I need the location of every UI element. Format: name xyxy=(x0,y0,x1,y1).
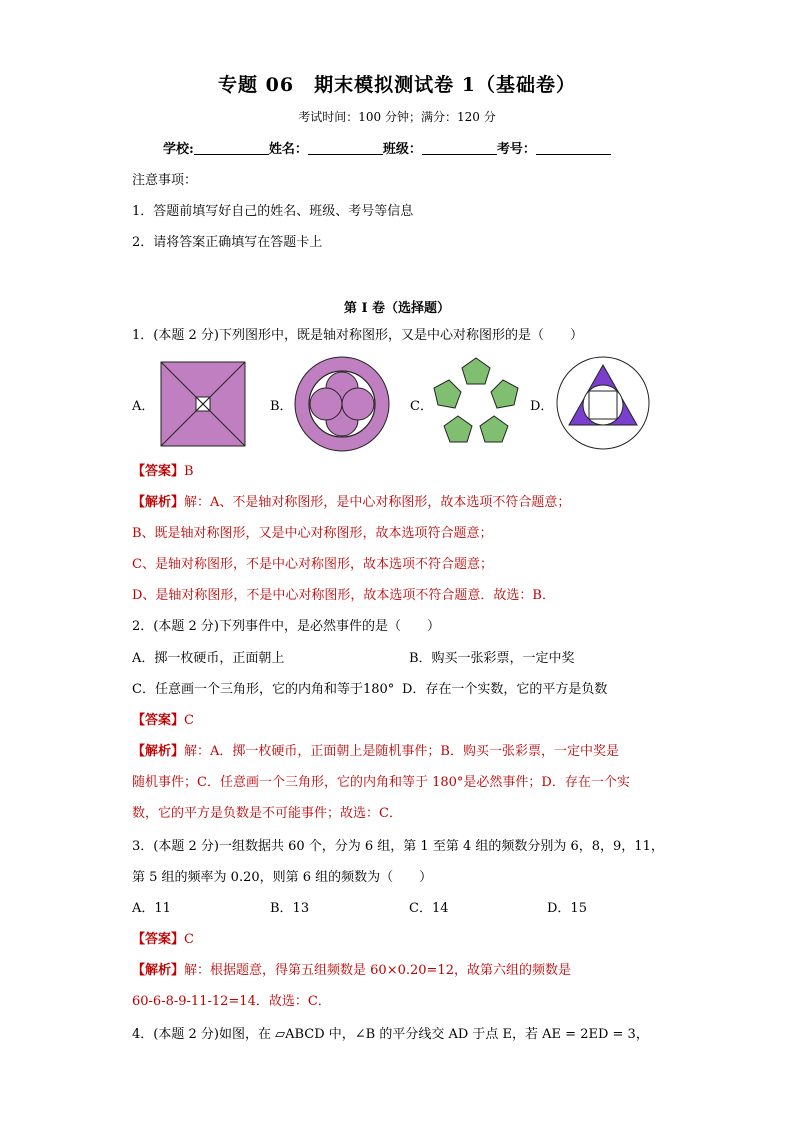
student-info-row xyxy=(163,141,611,159)
analysis-label: 【解析】 xyxy=(132,744,185,759)
exam-info: 考试时间：100 分钟；满分：120 分 xyxy=(298,110,496,124)
q1-answer xyxy=(132,463,194,481)
q1-option-d-label: D． xyxy=(530,399,554,414)
analysis-line: 随机事件；C．任意画一个三角形，它的内角和等于 180°是必然事件；D．存在一个实 xyxy=(132,775,630,790)
q3-stem: 3．(本题 2 分)一组数据共 60 个，分为 6 组，第 1 至第 4 组的频数分别为 6，8，9，11， xyxy=(132,839,664,854)
analysis-label: 【解析】 xyxy=(132,495,185,510)
q2-option-a: A．掷一枚硬币，正面朝上 xyxy=(132,651,285,666)
name-blank[interactable] xyxy=(308,141,383,155)
answer-value: C xyxy=(184,713,194,728)
school-blank[interactable] xyxy=(194,141,269,155)
analysis-line: 60-6-8-9-11-12=14．故选：C． xyxy=(132,994,331,1009)
q3-analysis xyxy=(132,962,571,980)
q3-option-c: C．14 xyxy=(409,901,449,916)
analysis-line: 数，它的平方是负数是不可能事件；故选：C． xyxy=(132,806,402,821)
exam-number-blank[interactable] xyxy=(536,141,611,155)
q1-option-b-label: B． xyxy=(270,399,293,414)
q1-figure-b xyxy=(293,355,391,453)
q1-option-a-label: A． xyxy=(132,399,155,414)
analysis-line: 解：A、不是轴对称图形，是中心对称图形，故本选项不符合题意； xyxy=(184,495,571,510)
name-label: 姓名： xyxy=(268,142,308,157)
notes-heading: 注意事项： xyxy=(132,173,198,188)
answer-value: C xyxy=(184,932,194,947)
analysis-line: B、既是轴对称图形，又是中心对称图形，故本选项符合题意； xyxy=(132,526,493,541)
answer-value: B xyxy=(184,464,194,479)
class-blank[interactable] xyxy=(422,141,497,155)
q2-analysis xyxy=(132,743,619,761)
q1-option-c-label: C． xyxy=(410,399,433,414)
answer-label: 【答案】 xyxy=(132,932,185,947)
page-title: 专题 06 期末模拟测试卷 1（基础卷） xyxy=(218,74,576,96)
analysis-line: D、是轴对称图形，不是中心对称图形，故本选项不符合题意．故选：B． xyxy=(132,588,555,603)
note-item: 1．答题前填写好自己的姓名、班级、考号等信息 xyxy=(132,204,414,219)
q1-figure-a xyxy=(160,361,246,447)
q2-option-c: C．任意画一个三角形，它的内角和等于180° xyxy=(132,682,395,697)
analysis-line: C、是轴对称图形，不是中心对称图形，故本选项不符合题意； xyxy=(132,557,493,572)
q2-stem: 2．(本题 2 分)下列事件中，是必然事件的是（ ） xyxy=(132,619,440,634)
q2-answer xyxy=(132,712,194,730)
q3-answer xyxy=(132,931,194,949)
q4-stem: 4．(本题 2 分)如图，在 ▱ABCD 中，∠B 的平分线交 AD 于点 E，若 AE = 2ED = 3， xyxy=(132,1027,649,1042)
answer-label: 【答案】 xyxy=(132,713,185,728)
q1-figure-d xyxy=(555,355,651,451)
class-label: 班级： xyxy=(382,142,422,157)
q3-option-a: A．11 xyxy=(132,901,171,916)
analysis-line: 解：A．掷一枚硬币，正面朝上是随机事件；B．购买一张彩票，一定中奖是 xyxy=(184,744,619,759)
q1-figure-c xyxy=(430,356,522,448)
analysis-line: 解：根据题意，得第五组频数是 60×0.20=12，故第六组的频数是 xyxy=(184,963,571,978)
q3-option-d: D．15 xyxy=(547,901,587,916)
q2-option-b: B．购买一张彩票，一定中奖 xyxy=(409,651,575,666)
school-label: 学校: xyxy=(163,142,194,157)
q3-stem-cont: 第 5 组的频率为 0.20，则第 6 组的频数为（ ） xyxy=(132,870,433,885)
q1-analysis xyxy=(132,494,570,512)
q1-stem: 1．(本题 2 分)下列图形中，既是轴对称图形，又是中心对称图形的是（ ） xyxy=(132,328,583,343)
q2-option-d: D．存在一个实数，它的平方是负数 xyxy=(402,682,608,697)
section-title: 第 I 卷（选择题） xyxy=(343,301,451,316)
analysis-label: 【解析】 xyxy=(132,963,185,978)
q3-option-b: B．13 xyxy=(270,901,310,916)
answer-label: 【答案】 xyxy=(132,464,185,479)
note-item: 2．请将答案正确填写在答题卡上 xyxy=(132,235,323,250)
exam-number-label: 考号： xyxy=(496,142,536,157)
